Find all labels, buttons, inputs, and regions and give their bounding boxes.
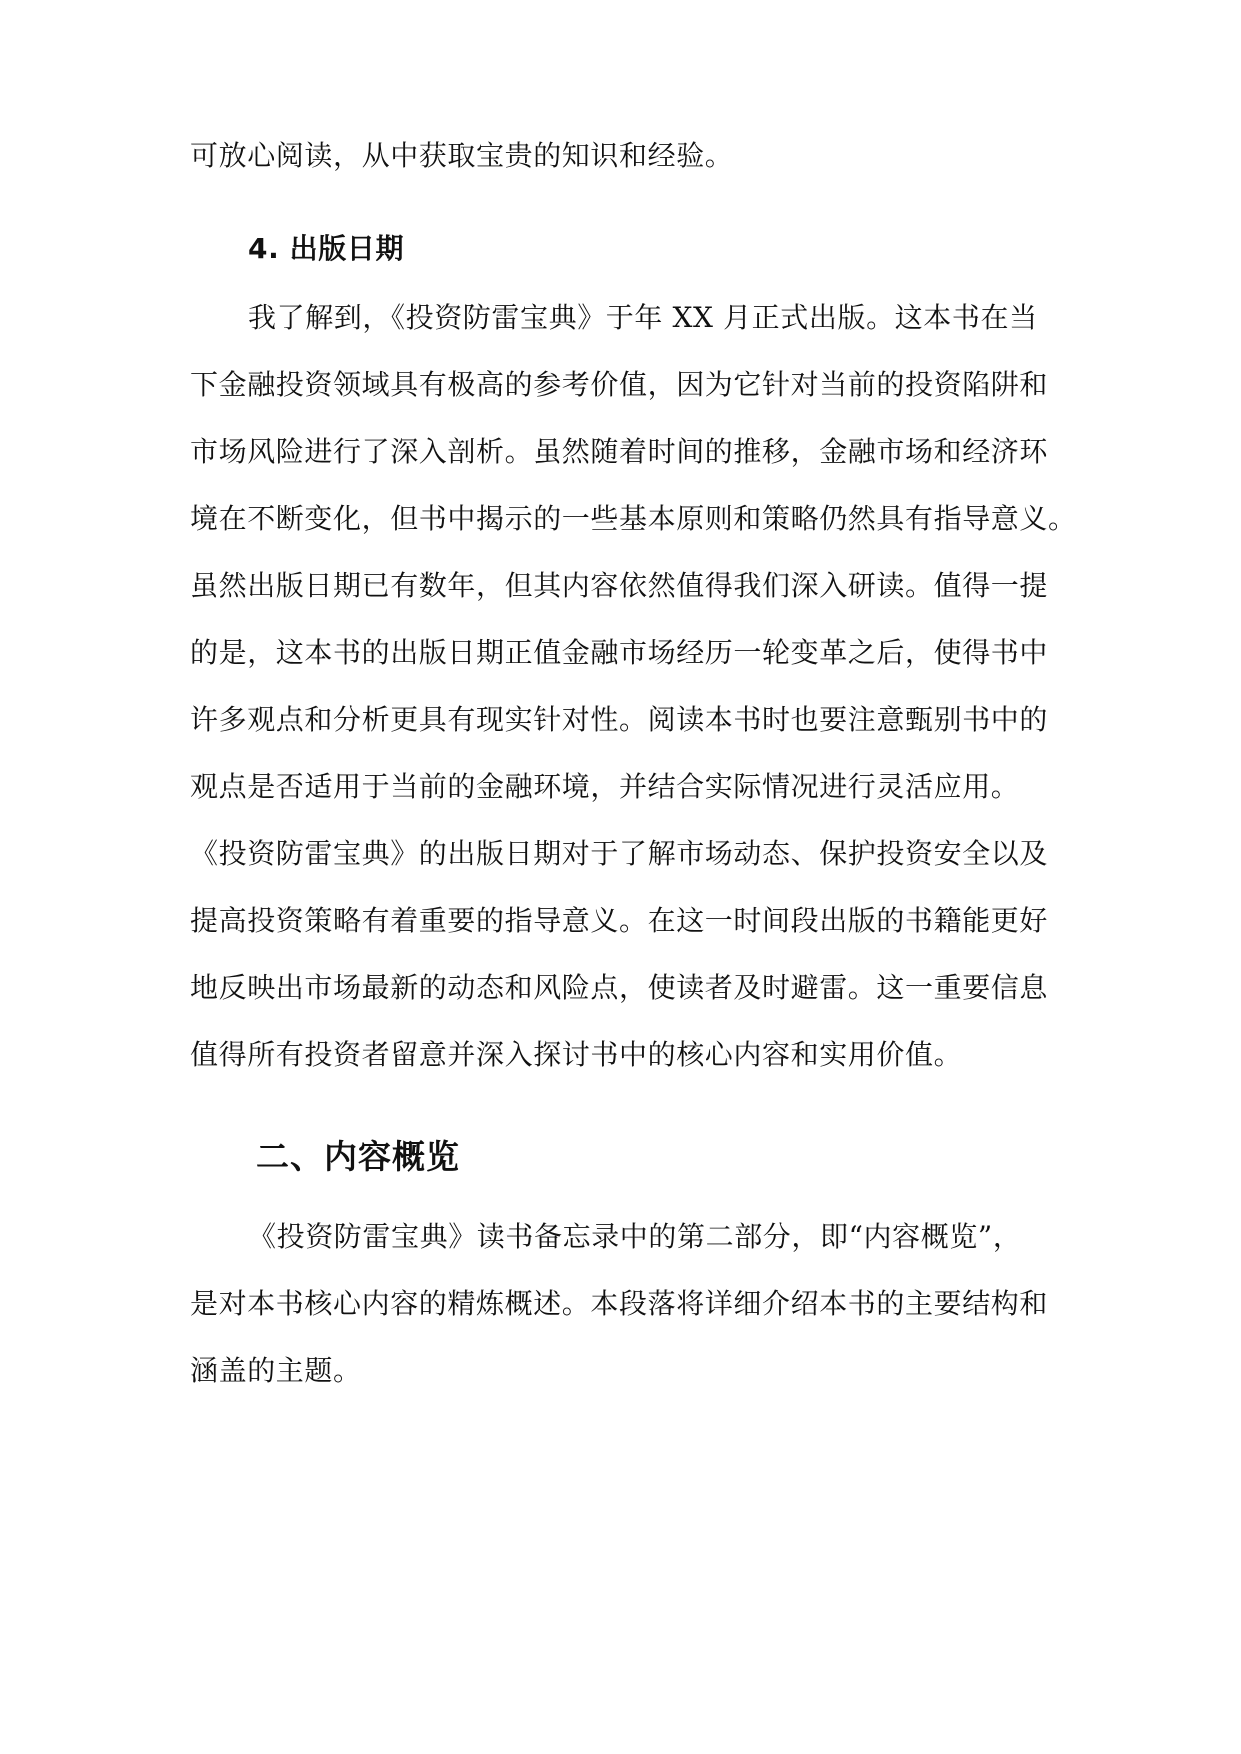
section-4-line-11: 地反映出市场最新的动态和风险点，使读者及时避雷。这一重要信息 — [190, 971, 1049, 1004]
intro-line: 可放心阅读，从中获取宝贵的知识和经验。 — [190, 139, 734, 172]
section-2-line-2: 是对本书核心内容的精炼概述。本段落将详细介绍本书的主要结构和 — [190, 1287, 1049, 1320]
section-4-line-6: 的是，这本书的出版日期正值金融市场经历一轮变革之后，使得书中 — [190, 636, 1049, 669]
section-4-line-5: 虽然出版日期已有数年，但其内容依然值得我们深入研读。值得一提 — [190, 569, 1049, 602]
section-4-line-12: 值得所有投资者留意并深入探讨书中的核心内容和实用价值。 — [190, 1038, 963, 1071]
section-4-line-2: 下金融投资领域具有极高的参考价值，因为它针对当前的投资陷阱和 — [190, 368, 1049, 401]
section-4-line-8: 观点是否适用于当前的金融环境，并结合实际情况进行灵活应用。 — [190, 770, 1020, 803]
section-4-line-9: 《投资防雷宝典》的出版日期对于了解市场动态、保护投资安全以及 — [190, 837, 1049, 870]
section-4-line-10: 提高投资策略有着重要的指导意义。在这一时间段出版的书籍能更好 — [190, 904, 1049, 937]
section-4-line-3: 市场风险进行了深入剖析。虽然随着时间的推移，金融市场和经济环 — [190, 435, 1049, 468]
section-4-line-4: 境在不断变化，但书中揭示的一些基本原则和策略仍然具有指导意义。 — [190, 502, 1077, 535]
section-2-line-1: 《投资防雷宝典》读书备忘录中的第二部分，即“内容概览”， — [248, 1220, 1022, 1253]
section-4-line-7: 许多观点和分析更具有现实针对性。阅读本书时也要注意甄别书中的 — [190, 703, 1049, 736]
section-2-heading: 二、内容概览 — [256, 1137, 460, 1176]
section-4-line-1: 我了解到，《投资防雷宝典》于年 XX 月正式出版。这本书在当 — [248, 301, 1038, 334]
section-4-heading: 4. 出版日期 — [248, 232, 405, 265]
section-2-line-3: 涵盖的主题。 — [190, 1354, 362, 1387]
